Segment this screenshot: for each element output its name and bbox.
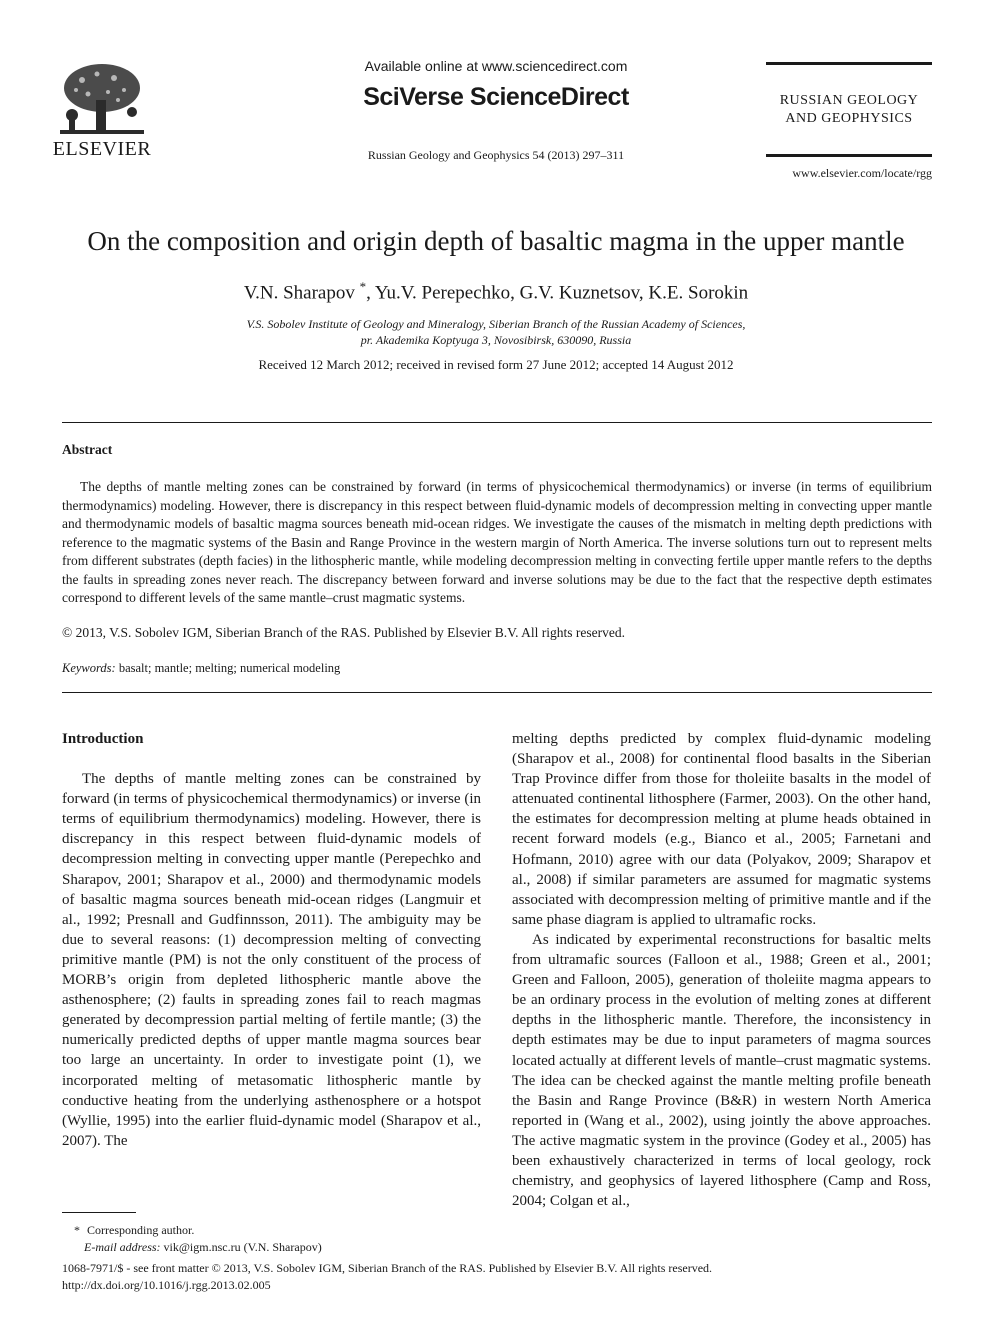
affiliation (100, 316, 892, 348)
body-column-right (512, 729, 931, 1211)
affiliation-line2: pr. Akademika Koptyuga 3, Novosibirsk, 630090, Russia (360, 333, 632, 347)
journal-url[interactable]: www.elsevier.com/locate/rgg (792, 166, 932, 180)
affiliation-line1: V.S. Sobolev Institute of Geology and Mineralogy, Siberian Branch of the Russian Academy of Sciences, (246, 317, 746, 331)
body-column-left (62, 729, 481, 1151)
email-address[interactable]: vik@igm.nsc.ru (V.N. Sharapov) (160, 1240, 322, 1254)
footnote-mark: * (74, 1223, 80, 1237)
abstract-text: The depths of mantle melting zones can be constrained by forward (in terms of physicochemical thermodynamics) or inverse (in terms of equilibrium thermodynamics) modeling. However, there is discrepancy in this respect between fluid-dynamic models of decompression melting in convecting upper mantle and thermodynamic models of basaltic magma sources beneath mid-ocean ridges. We investigate the causes of the mismatch in melting depth predictions with reference to the magmatic systems of the Basin and Range Province in the western margin of North America. The inverse solutions turn out to represent melts from different substrates (depth facies) in the lithospheric mantle, while modeling decompression melting in convecting fertile upper mantle refers to the depths the faults in spreading zones never reach. The discrepancy between forward and inverse solutions may be due to the fact that the respective depth estimates correspond to different levels of the same mantle–crust magmatic systems. (62, 479, 932, 605)
corresponding-author-mark[interactable]: * (359, 279, 367, 294)
journal-rule-top (766, 62, 932, 65)
journal-name-line1: RUSSIAN GEOLOGY (779, 93, 919, 108)
journal-name-line2: AND GEOPHYSICS (785, 111, 913, 126)
journal-rule-bottom (766, 154, 932, 157)
footnote-corresponding-text: Corresponding author. (87, 1223, 195, 1237)
footnote-rule (62, 1212, 136, 1213)
abstract-heading: Abstract (62, 442, 113, 457)
footnote-corresponding (62, 1222, 194, 1238)
divider-top (62, 422, 932, 423)
introduction-heading: Introduction (62, 731, 144, 747)
keywords (62, 661, 932, 676)
body-paragraph: As indicated by experimental reconstructions for basaltic melts from ultramafic sources (Falloon et al., 1988; Green et al., 2001; Green and Falloon, 2005), generation of tholeiite magma appears to be an ordinary process in the evolution of melting zones at different depths in the lithospheric mantle. Therefore, the inconsistency in depth estimates may be due to input parameters of magma sources located actually at different levels of mantle–crust magmatic systems. The idea can be checked against the mantle melting profile beneath the Basin and Range Province (B&R) in western North America reported in (Wang et al., 2002), using jointly the above approaches. The active magmatic system in the province (Godey et al., 2005) has been exhaustively characterized in terms of local geology, rock chemistry, and geophysics of layered lithosphere (Camp and Ross, 2004; Colgan et al., (512, 931, 931, 1210)
footer-issn: 1068-7971/$ - see front matter © 2013, V.S. Sobolev IGM, Siberian Branch of the RAS. Published by Elsevier B.V. All rights reserved. (62, 1261, 713, 1275)
article-dates: Received 12 March 2012; received in revised form 27 June 2012; accepted 14 August 2012 (258, 357, 734, 372)
body-paragraph: The depths of mantle melting zones can be constrained by forward (in terms of physicochemical thermodynamics) or inverse (in terms of equilibrium thermodynamics) modeling. However, there is discrepancy in this respect between fluid-dynamic models of decompression melting in convecting upper mantle (Perepechko and Sharapov, 2001; Sharapov et al., 2000) and thermodynamic models of basaltic magma sources beneath mid-ocean ridges (Langmuir et al., 1992; Presnall and Gudfinnsson, 2011). The ambiguity may be due to several reasons: (1) decompression melting of convecting primitive mantle (PM) is not the only constituent of the process of MORB’s origin from depleted lithospheric mantle above the asthenosphere; (2) faults in spreading zones fail to reach magmas generated by decompression partial melting of fertile mantle; (3) the numerically predicted depths of upper mantle magma sources bear too large an uncertainty. In order to investigate point (1), we incorporated melting of metasomatic lithospheric mantle by conductive heating from the underlying asthenosphere or a hotspot (Wyllie, 1995) into the earlier fluid-dynamic model (Sharapov et al., 2007). The (62, 771, 481, 1149)
copyright-notice: © 2013, V.S. Sobolev IGM, Siberian Branch of the RAS. Published by Elsevier B.V. All rights reserved. (62, 625, 625, 640)
article-title: On the composition and origin depth of basaltic magma in the upper mantle (87, 226, 905, 256)
tree-logo-icon (52, 60, 152, 140)
keywords-label: Keywords: (62, 661, 116, 675)
footer-doi[interactable]: http://dx.doi.org/10.1016/j.rgg.2013.02.005 (62, 1278, 271, 1292)
author-first[interactable]: V.N. Sharapov (243, 282, 355, 304)
footnote-email (84, 1239, 322, 1255)
journal-name (766, 92, 932, 128)
divider-bottom (62, 692, 932, 693)
author-rest: , Yu.V. Perepechko, G.V. Kuznetsov, K.E. Sorokin (366, 282, 749, 304)
journal-citation: Russian Geology and Geophysics 54 (2013) 297–311 (367, 148, 625, 162)
email-label: E-mail address: (84, 1240, 161, 1254)
publisher-logo-text: ELSEVIER (52, 138, 152, 160)
author-list (40, 279, 952, 304)
available-online-text: Available online at www.sciencedirect.com (364, 58, 628, 74)
keywords-list: basalt; mantle; melting; numerical modeling (115, 661, 341, 675)
body-paragraph: melting depths predicted by complex fluid-dynamic modeling (Sharapov et al., 2008) for continental flood basalts in the Siberian Trap Province differ from those for tholeiite basalts in the model of attenuated continental lithosphere (Farmer, 2003). On the other hand, the estimates for decompression melting at plume heads obtained in recent forward models (e.g., Bianco et al., 2005; Farnetani and Hofmann, 2010) agree with our data (Polyakov, 2009; Sharapov et al., 2008) if similar parameters are assumed for magmatic systems associated with decompression melting of primitive mantle and if the same phase diagram is applied to ultramafic rocks. (512, 731, 931, 928)
sciencedirect-brand: SciVerse ScienceDirect (363, 83, 629, 111)
